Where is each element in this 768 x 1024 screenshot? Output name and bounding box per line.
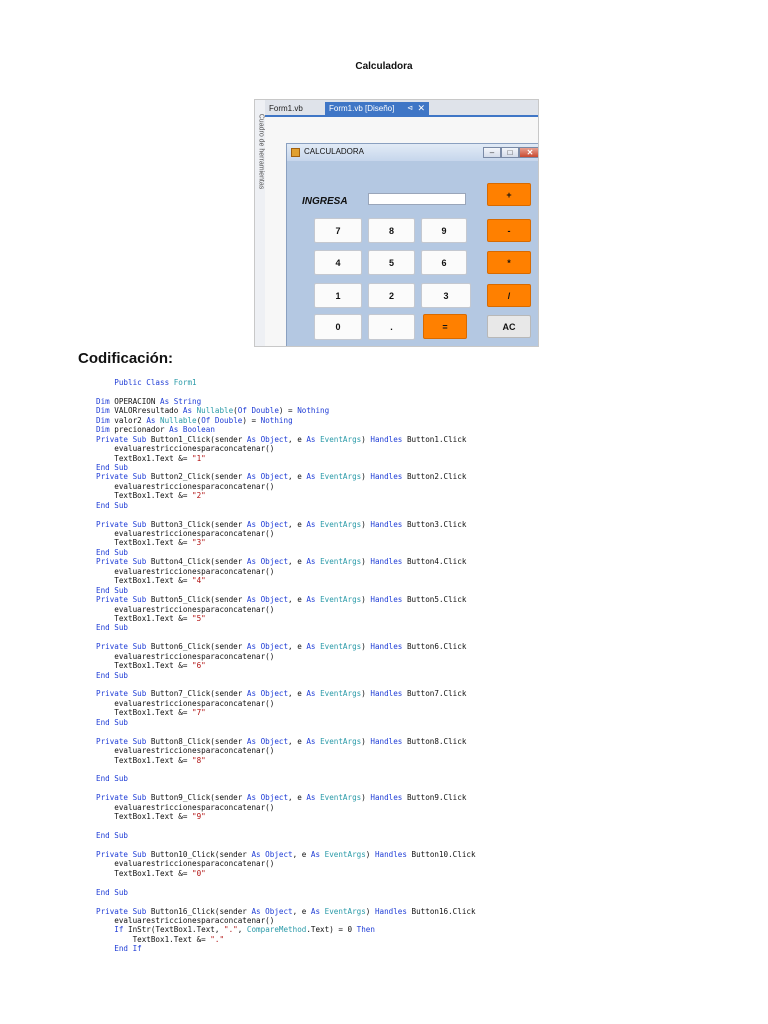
code-token: evaluarestriccionesparaconcatenar() [96, 604, 275, 614]
code-token: ) [365, 906, 375, 916]
code-token: TextBox1.Text &= [96, 576, 193, 586]
code-line [96, 718, 476, 727]
code-token: Button6.Click [406, 642, 467, 652]
code-token: EventArgs [320, 595, 362, 605]
code-token: Form1 [173, 378, 197, 387]
code-token: Button9_Click(sender [150, 793, 247, 803]
code-token: Button5_Click(sender [150, 595, 247, 605]
code-line [96, 831, 476, 840]
code-token: As [306, 793, 321, 803]
code-token: Handles [370, 642, 407, 652]
code-token: TextBox1.Text &= [96, 661, 193, 671]
code-token: Handles [370, 434, 407, 444]
code-line [96, 689, 476, 698]
code-token: ) [361, 642, 371, 652]
code-token: "8" [192, 755, 206, 765]
code-token: Handles [370, 595, 407, 605]
code-token: As [306, 434, 321, 444]
code-line [96, 614, 476, 623]
divide-button[interactable]: / [487, 284, 531, 307]
code-token: End Sub [96, 831, 129, 840]
code-token: Public Class [96, 378, 174, 387]
code-token: TextBox1.Text &= [96, 868, 193, 878]
calculator-form[interactable] [286, 143, 539, 347]
code-token: , e [288, 434, 307, 444]
code-token: evaluarestriccionesparaconcatenar() [96, 698, 275, 708]
code-token: "." [224, 925, 238, 935]
button-9[interactable]: 9 [421, 218, 467, 243]
button-0[interactable]: 0 [314, 314, 362, 340]
code-token: As Object [246, 642, 289, 652]
button-2[interactable]: 2 [368, 283, 415, 308]
code-token: Button4.Click [406, 557, 467, 567]
code-token: As [306, 642, 321, 652]
code-token: "2" [192, 491, 206, 501]
code-line [96, 727, 476, 736]
code-token: Nullable [196, 406, 234, 416]
code-token: As [146, 415, 161, 425]
code-line [96, 633, 476, 642]
code-token: Button16_Click(sender [150, 906, 252, 916]
code-line [96, 435, 476, 444]
code-token: InStr(TextBox1.Text, [128, 925, 225, 935]
code-token: Button8.Click [406, 736, 467, 746]
form-title: CALCULADORA [304, 147, 365, 156]
code-token: Handles [374, 849, 412, 859]
code-token: As Object [251, 849, 293, 859]
close-icon[interactable]: ✕ [417, 103, 425, 113]
code-token: evaluarestriccionesparaconcatenar() [96, 651, 275, 661]
editor-tabbar [265, 100, 539, 117]
code-token: VALORresultado [114, 406, 183, 416]
code-line [96, 784, 476, 793]
code-token: , e [292, 906, 311, 916]
section-heading: Codificación: [78, 350, 174, 367]
code-token: "0" [192, 868, 206, 878]
code-token: evaluarestriccionesparaconcatenar() [96, 444, 275, 454]
code-line [96, 491, 476, 500]
code-token: ) [361, 736, 371, 746]
code-token: Private Sub [96, 642, 151, 652]
code-token: Handles [370, 557, 407, 567]
button-3[interactable]: 3 [421, 283, 471, 308]
code-line [96, 774, 476, 783]
tab-form1-design[interactable] [325, 102, 429, 115]
code-token: TextBox1.Text &= [96, 613, 193, 623]
code-line [96, 869, 476, 878]
maximize-button[interactable]: □ [501, 147, 519, 158]
document-title: Calculadora [355, 61, 413, 72]
code-line [96, 652, 476, 661]
code-token: precionador [114, 425, 170, 435]
toolbox-label: Cuadro de herramientas [257, 113, 265, 190]
code-token: "9" [192, 812, 206, 822]
code-token: Private Sub [96, 595, 151, 605]
code-token: evaluarestriccionesparaconcatenar() [96, 566, 275, 576]
multiply-button[interactable]: * [487, 251, 531, 274]
code-token: TextBox1.Text &= [96, 934, 211, 944]
code-token: ) [361, 793, 371, 803]
code-line [96, 567, 476, 576]
code-token: Private Sub [96, 793, 151, 803]
code-token: , e [288, 689, 307, 699]
code-token: End Sub [96, 623, 129, 633]
plus-button[interactable]: + [487, 183, 531, 206]
code-line [96, 538, 476, 547]
code-token: End Sub [96, 670, 129, 680]
code-token: Button3_Click(sender [150, 519, 247, 529]
code-token: Private Sub [96, 519, 151, 529]
code-line [96, 737, 476, 746]
code-line [96, 595, 476, 604]
code-token: Handles [370, 793, 407, 803]
code-token: As Object [246, 689, 289, 699]
code-line [96, 416, 476, 425]
code-token: ( [196, 415, 202, 425]
code-line [96, 425, 476, 434]
code-token: ) [361, 557, 371, 567]
code-token: Button2.Click [406, 472, 467, 482]
tab-form1-vb[interactable]: Form1.vb [269, 104, 303, 113]
code-token: EventArgs [320, 689, 362, 699]
code-token: Button7.Click [406, 689, 467, 699]
code-token: End Sub [96, 717, 129, 727]
code-line [96, 501, 476, 510]
code-token: Nullable [160, 415, 197, 425]
code-line [96, 642, 476, 651]
input-textbox[interactable] [368, 193, 466, 205]
code-token: Handles [370, 472, 407, 482]
ingresa-label: INGRESA [302, 196, 348, 207]
code-token: Dim [96, 425, 115, 435]
code-token: Dim [96, 415, 115, 425]
code-token: Of Double [237, 406, 279, 416]
button-6[interactable]: 6 [421, 250, 467, 275]
code-token: "5" [192, 613, 206, 623]
code-line [96, 803, 476, 812]
minus-button[interactable]: - [487, 219, 531, 242]
code-token: TextBox1.Text &= [96, 453, 193, 463]
code-token: OPERACION [114, 396, 161, 406]
code-token: valor2 [114, 415, 147, 425]
code-token: As Object [246, 595, 289, 605]
code-token: evaluarestriccionesparaconcatenar() [96, 802, 275, 812]
code-line [96, 888, 476, 897]
code-token: "4" [192, 576, 206, 586]
code-line [96, 680, 476, 689]
code-token: , e [288, 642, 307, 652]
button-5[interactable]: 5 [368, 250, 415, 275]
code-token: EventArgs [320, 793, 362, 803]
button-8[interactable]: 8 [368, 218, 415, 243]
button-1[interactable]: 1 [314, 283, 362, 308]
code-token: EventArgs [320, 472, 362, 482]
code-token: End Sub [96, 547, 129, 557]
close-button[interactable]: ✕ [519, 147, 539, 158]
code-token: ) [361, 434, 371, 444]
code-token: evaluarestriccionesparaconcatenar() [96, 746, 275, 756]
button-4[interactable]: 4 [314, 250, 362, 275]
code-line [96, 765, 476, 774]
code-token: End Sub [96, 500, 129, 510]
code-token: End If [96, 944, 142, 954]
code-token: ) [361, 689, 371, 699]
code-token: , e [292, 849, 311, 859]
code-line [96, 406, 476, 415]
minimize-button[interactable]: – [483, 147, 501, 158]
code-token: As Object [246, 519, 289, 529]
code-token: As [182, 406, 197, 416]
design-surface [265, 117, 539, 347]
code-token: EventArgs [324, 906, 366, 916]
code-line [96, 397, 476, 406]
code-token: .Text) = 0 [306, 925, 357, 935]
code-line [96, 671, 476, 680]
code-line [96, 756, 476, 765]
ide-screenshot [254, 99, 539, 347]
code-token: Private Sub [96, 689, 151, 699]
code-line [96, 586, 476, 595]
form-titlebar[interactable] [287, 144, 539, 161]
code-line [96, 520, 476, 529]
button-7[interactable]: 7 [314, 218, 362, 243]
code-line [96, 944, 476, 953]
code-token: As Object [246, 736, 289, 746]
code-line [96, 378, 476, 387]
code-token: "6" [192, 661, 206, 671]
code-line [96, 812, 476, 821]
code-line [96, 708, 476, 717]
code-token: Button16.Click [411, 906, 476, 916]
code-token: As Boolean [169, 425, 215, 435]
code-token: End Sub [96, 462, 129, 472]
code-line [96, 444, 476, 453]
equals-button[interactable]: = [423, 314, 467, 339]
code-token: EventArgs [320, 519, 362, 529]
code-token: Private Sub [96, 472, 151, 482]
code-line [96, 793, 476, 802]
code-token: TextBox1.Text &= [96, 708, 193, 718]
code-token: EventArgs [320, 642, 362, 652]
code-token: Dim [96, 406, 115, 416]
code-line [96, 623, 476, 632]
code-token: End Sub [96, 774, 129, 784]
code-token: Dim [96, 396, 115, 406]
code-token: , e [288, 519, 307, 529]
code-token: End Sub [96, 887, 129, 897]
code-token: TextBox1.Text &= [96, 491, 193, 501]
code-line [96, 935, 476, 944]
code-token: As [306, 519, 321, 529]
code-token: TextBox1.Text &= [96, 812, 193, 822]
code-token: Private Sub [96, 736, 151, 746]
code-token: As [306, 557, 321, 567]
code-listing [96, 378, 476, 954]
code-token: EventArgs [320, 557, 362, 567]
code-token: Handles [370, 736, 407, 746]
tab-form1-design-label: Form1.vb [Diseño] [329, 104, 395, 113]
code-token: EventArgs [320, 434, 362, 444]
code-line [96, 897, 476, 906]
code-token: "." [210, 934, 225, 944]
code-line [96, 699, 476, 708]
code-token: Handles [374, 906, 412, 916]
code-token: Button3.Click [406, 519, 467, 529]
code-token: "7" [192, 708, 206, 718]
code-token: As [310, 906, 325, 916]
code-token: As [306, 736, 321, 746]
code-token: Private Sub [96, 434, 151, 444]
code-token: Nothing [297, 406, 330, 416]
code-token: ) [361, 595, 371, 605]
code-token: As Object [246, 793, 289, 803]
code-token: "1" [192, 453, 206, 463]
code-token: "3" [192, 538, 206, 548]
code-line [96, 746, 476, 755]
code-token: As Object [246, 472, 289, 482]
code-line [96, 878, 476, 887]
code-token: Button8_Click(sender [150, 736, 247, 746]
code-token: Button7_Click(sender [150, 689, 247, 699]
code-token: CompareMethod [246, 925, 307, 935]
code-token: ) = [242, 415, 261, 425]
code-token: , e [288, 557, 307, 567]
code-line [96, 605, 476, 614]
code-line [96, 387, 476, 396]
code-line [96, 482, 476, 491]
code-token: Button5.Click [406, 595, 467, 605]
code-line [96, 822, 476, 831]
code-line [96, 548, 476, 557]
code-token: As [306, 689, 321, 699]
code-token: Handles [370, 519, 407, 529]
code-token: ) [361, 472, 371, 482]
code-line [96, 463, 476, 472]
code-token: evaluarestriccionesparaconcatenar() [96, 481, 275, 491]
button-dot[interactable]: . [368, 314, 415, 340]
code-token: Nothing [260, 415, 293, 425]
code-token: As Object [246, 557, 289, 567]
code-token: , e [288, 595, 307, 605]
clear-button[interactable]: AC [487, 315, 531, 338]
code-line [96, 557, 476, 566]
code-line [96, 454, 476, 463]
code-token: As Object [246, 434, 289, 444]
code-line [96, 510, 476, 519]
code-token: ) [365, 849, 375, 859]
code-line [96, 529, 476, 538]
code-token: Button4_Click(sender [150, 557, 247, 567]
code-token: Handles [370, 689, 407, 699]
code-token: ) [361, 519, 371, 529]
code-token: evaluarestriccionesparaconcatenar() [96, 529, 275, 538]
code-token: Button9.Click [406, 793, 467, 803]
code-token: As String [160, 396, 202, 406]
code-token: ( [233, 406, 238, 416]
code-token: EventArgs [320, 736, 362, 746]
code-token: TextBox1.Text &= [96, 538, 193, 548]
code-token: Button2_Click(sender [150, 472, 247, 482]
code-token: evaluarestriccionesparaconcatenar() [96, 915, 275, 925]
code-line [96, 850, 476, 859]
code-line [96, 907, 476, 916]
code-token: As Object [251, 906, 293, 916]
code-token: TextBox1.Text &= [96, 755, 193, 765]
code-token: evaluarestriccionesparaconcatenar() [96, 859, 275, 869]
form-icon [291, 148, 300, 157]
code-token: , e [288, 472, 307, 482]
code-token: Button10.Click [411, 849, 476, 859]
code-token: Private Sub [96, 557, 151, 567]
pin-icon[interactable]: ⊲ [407, 105, 413, 112]
code-token: Button1.Click [406, 434, 467, 444]
code-token: , e [288, 793, 307, 803]
code-line [96, 661, 476, 670]
code-line [96, 859, 476, 868]
code-token: ) = [278, 406, 298, 416]
code-token: If [96, 925, 129, 935]
code-token: , e [288, 736, 307, 746]
code-token: Private Sub [96, 906, 151, 916]
code-line [96, 472, 476, 481]
code-line [96, 576, 476, 585]
code-token: Button6_Click(sender [150, 642, 247, 652]
code-token: , [237, 925, 247, 935]
code-line [96, 916, 476, 925]
code-token: Button1_Click(sender [150, 434, 247, 444]
code-line [96, 925, 476, 934]
code-token: End Sub [96, 585, 129, 595]
code-token: Then [356, 925, 375, 935]
code-token: As [306, 595, 321, 605]
code-token: Private Sub [96, 849, 151, 859]
code-token: Of Double [201, 415, 243, 425]
code-token: EventArgs [324, 849, 366, 859]
code-line [96, 840, 476, 849]
code-token: As [306, 472, 321, 482]
code-token: Button10_Click(sender [150, 849, 252, 859]
code-token: As [310, 849, 325, 859]
